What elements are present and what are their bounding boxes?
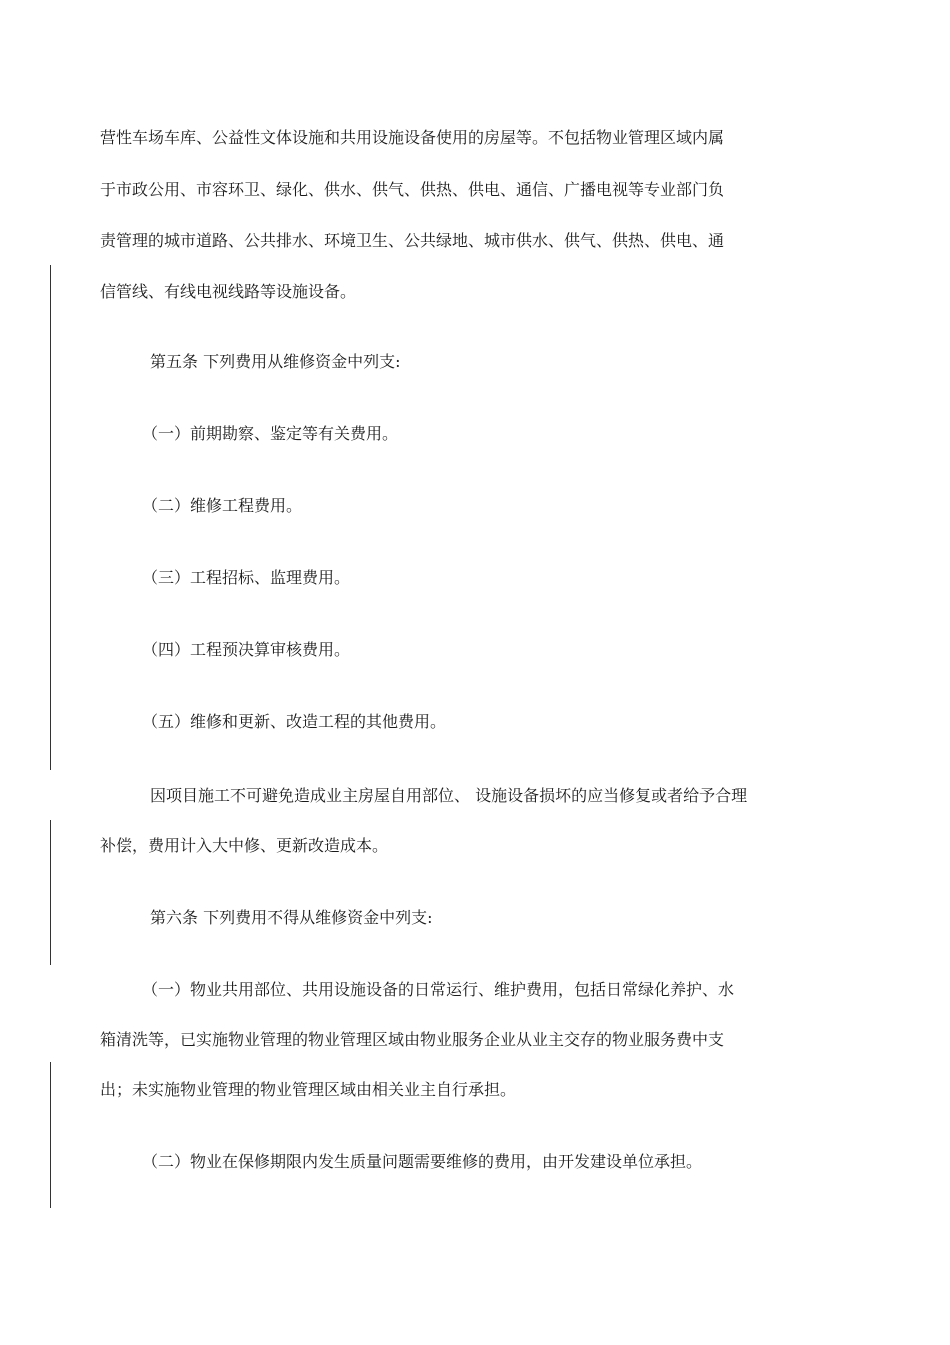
list-item: （二）物业在保修期限内发生质量问题需要维修的费用，由开发建设单位承担。	[142, 1152, 703, 1171]
paragraph-line: 营性车场车库、公益性文体设施和共用设施设备使用的房屋等。不包括物业管理区域内属	[100, 128, 725, 147]
paragraph-line: 箱清洗等，已实施物业管理的物业管理区域由物业服务企业从业主交存的物业服务费中支	[100, 1030, 725, 1049]
paragraph-line: 因项目施工不可避免造成业主房屋自用部位、 设施设备损坏的应当修复或者给予合理	[150, 786, 748, 805]
list-item: （一）物业共用部位、共用设施设备的日常运行、维护费用，包括日常绿化养护、水	[142, 980, 735, 999]
paragraph-line: 信管线、有线电视线路等设施设备。	[100, 282, 357, 301]
list-item: （三）工程招标、监理费用。	[142, 568, 351, 587]
list-item: （一）前期勘察、鉴定等有关费用。	[142, 424, 399, 443]
list-item: （二）维修工程费用。	[142, 496, 303, 515]
list-item: （四）工程预决算审核费用。	[142, 640, 351, 659]
paragraph-line: 责管理的城市道路、公共排水、环境卫生、公共绿地、城市供水、供气、供热、供电、通	[100, 231, 725, 250]
paragraph-line: 于市政公用、市容环卫、绿化、供水、供气、供热、供电、通信、广播电视等专业部门负	[100, 180, 725, 199]
list-item: （五）维修和更新、改造工程的其他费用。	[142, 712, 447, 731]
article-heading: 第五条 下列费用从维修资金中列支:	[150, 352, 401, 371]
revision-bar	[50, 820, 51, 965]
paragraph-line: 补偿，费用计入大中修、更新改造成本。	[100, 836, 389, 855]
revision-bar	[50, 265, 51, 770]
revision-bar	[50, 1062, 51, 1208]
article-heading: 第六条 下列费用不得从维修资金中列支:	[150, 908, 433, 927]
paragraph-line: 出；未实施物业管理的物业管理区域由相关业主自行承担。	[100, 1080, 517, 1099]
